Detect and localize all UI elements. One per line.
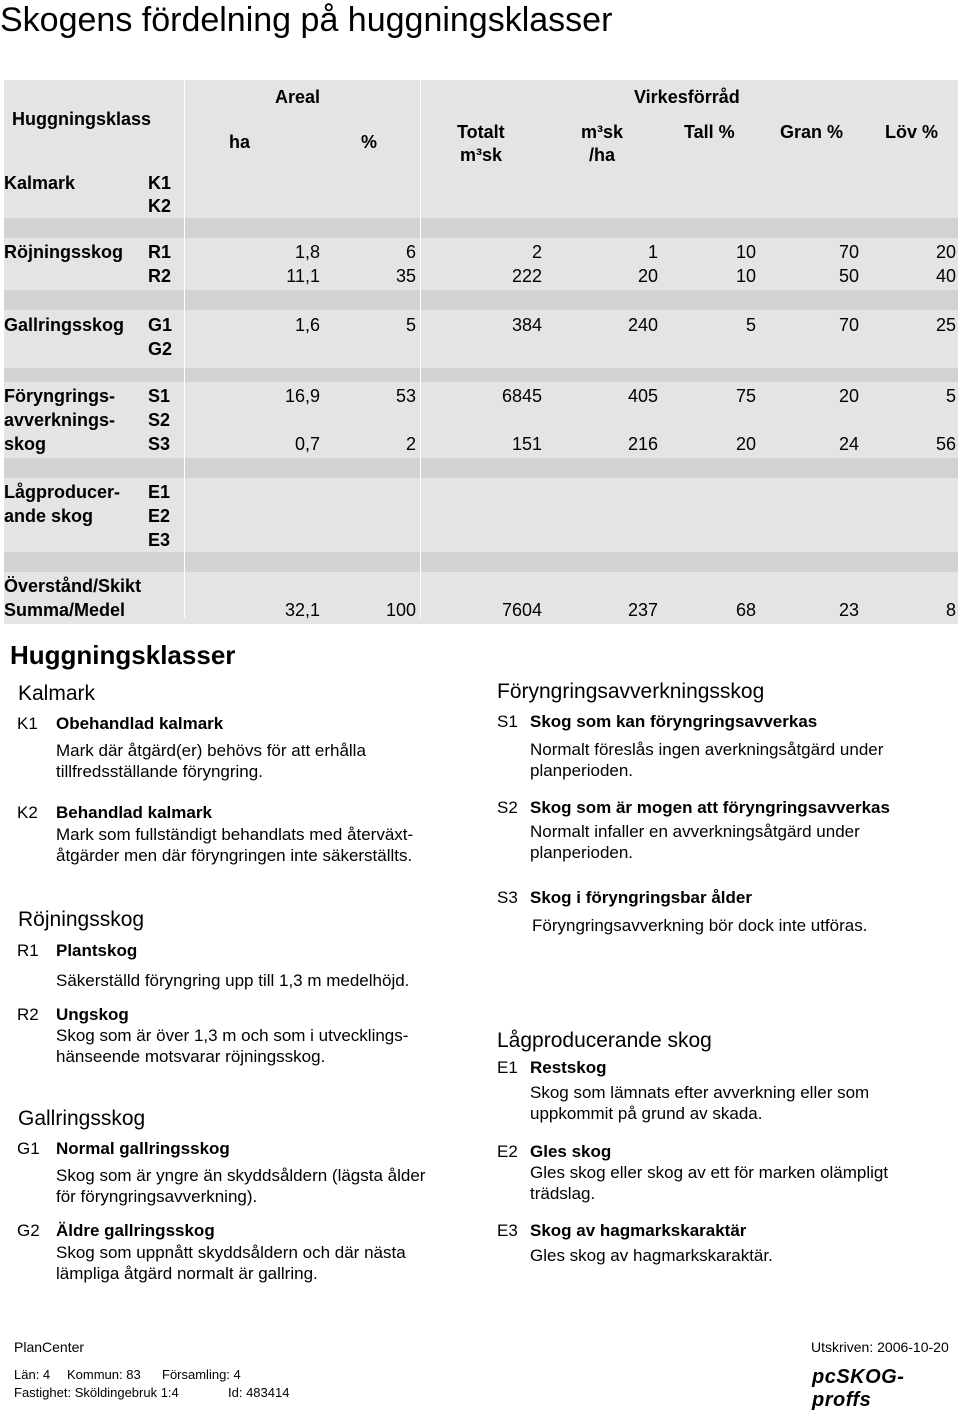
- cell-code: R2: [148, 266, 172, 286]
- title-r1: Plantskog: [56, 941, 138, 960]
- rojning-heading: Röjningsskog: [18, 908, 145, 931]
- title-e2: Gles skog: [530, 1142, 612, 1161]
- code-g1: G1: [17, 1139, 40, 1158]
- cell-ha: 32,1: [284, 600, 320, 620]
- desc-g1-line1: Skog som är yngre än skyddsåldern (lägsta ålder: [56, 1166, 426, 1185]
- desc-e2-line1: Gles skog eller skog av ett för marken olämpligt: [530, 1163, 889, 1182]
- desc-r2-line2: hänseende motsvarar röjningsskog.: [56, 1047, 326, 1066]
- code-g2: G2: [17, 1221, 40, 1240]
- cell-m3ha: 216: [627, 434, 658, 454]
- cell-group: Summa/Medel: [4, 600, 126, 620]
- title-g1: Normal gallringsskog: [56, 1139, 230, 1158]
- gallring-heading: Gallringsskog: [18, 1107, 146, 1130]
- cell-pct: 35: [395, 266, 416, 286]
- cell-group: Gallringsskog: [4, 315, 125, 335]
- code-e2: E2: [497, 1142, 518, 1161]
- footer-forsamling: Församling: 4: [162, 1367, 241, 1382]
- cell-tall: 75: [735, 386, 756, 406]
- cell-pct: 2: [405, 434, 416, 454]
- cell-tot: 7604: [501, 600, 542, 620]
- desc-r2-line1: Skog som är över 1,3 m och som i utvecklings-: [56, 1026, 409, 1045]
- cell-group: Lågproducer-: [4, 482, 121, 502]
- cell-lov: 56: [935, 434, 956, 454]
- desc-k1-line1: Mark där åtgärd(er) behövs för att erhålla: [56, 741, 366, 760]
- page-title: Skogens fördelning på huggningsklasser: [0, 1, 613, 39]
- code-s2: S2: [497, 798, 518, 817]
- cell-pct: 100: [385, 600, 416, 620]
- cell-group: Röjningsskog: [4, 242, 124, 262]
- cell-gran: 70: [838, 242, 859, 262]
- cell-m3ha: 240: [627, 315, 658, 335]
- cell-m3ha: 405: [627, 386, 658, 406]
- cell-tot: 222: [511, 266, 542, 286]
- title-e1: Restskog: [530, 1058, 607, 1077]
- cell-tall: 20: [735, 434, 756, 454]
- lagprod-heading: Lågproducerande skog: [497, 1029, 712, 1052]
- cell-gran: 24: [838, 434, 859, 454]
- desc-e3-line1: Gles skog av hagmarkskaraktär.: [530, 1246, 773, 1265]
- spacer-band: [4, 458, 958, 478]
- header-m3ha: m³sk: [581, 122, 624, 142]
- header-pct: %: [361, 132, 378, 152]
- header-lov: Löv %: [885, 122, 939, 142]
- cell-code: S1: [148, 386, 171, 406]
- desc-s3-line1: Föryngringsavverkning bör dock inte utföras.: [532, 916, 868, 935]
- desc-k1-line2: tillfredsställande föryngring.: [56, 762, 263, 781]
- cell-lov: 5: [945, 386, 956, 406]
- brand-logo: pcSKOG-proffs: [812, 1366, 905, 1411]
- cell-group: Föryngrings-: [4, 386, 115, 406]
- cell-code: E1: [148, 482, 171, 502]
- cell-gran: 23: [838, 600, 859, 620]
- desc-s2-line1: Normalt infaller en avverkningsåtgärd under: [530, 822, 860, 841]
- footer-fastighet: Fastighet: Sköldingebruk 1:4: [14, 1385, 179, 1400]
- cell-pct: 5: [405, 315, 416, 335]
- desc-g2-line2: lämpliga åtgärd normalt är gallring.: [56, 1264, 318, 1283]
- cell-code: K1: [148, 173, 172, 193]
- cell-group: ande skog: [4, 506, 94, 526]
- footer-printed-date: Utskriven: 2006-10-20: [811, 1339, 949, 1355]
- title-e3: Skog av hagmarkskaraktär: [530, 1221, 747, 1240]
- cell-ha: 1,6: [294, 315, 320, 335]
- cell-ha: 11,1: [286, 266, 320, 286]
- desc-k2-line1: Mark som fullständigt behandlats med återväxt-: [56, 825, 414, 844]
- header-ha: ha: [229, 132, 251, 152]
- header-totalt-unit: m³sk: [460, 145, 503, 165]
- legend-heading: Huggningsklasser: [10, 640, 236, 670]
- desc-k2-line2: åtgärder men där föryngringen inte säkerställts.: [56, 846, 413, 865]
- desc-s1-line1: Normalt föreslås ingen averkningsåtgärd under: [530, 740, 884, 759]
- header-totalt: Totalt: [457, 122, 505, 142]
- footer-id: Id: 483414: [228, 1385, 290, 1400]
- desc-s1-line2: planperioden.: [530, 761, 634, 780]
- desc-e1-line2: uppkommit på grund av skada.: [530, 1104, 763, 1123]
- cell-code: S3: [148, 434, 171, 454]
- code-r2: R2: [17, 1005, 39, 1024]
- cell-code: K2: [148, 196, 172, 216]
- foryngring-heading: Föryngringsavverkningsskog: [497, 680, 765, 703]
- header-areal: Areal: [275, 87, 321, 107]
- desc-g2-line1: Skog som uppnått skyddsåldern och där nästa: [56, 1243, 406, 1262]
- cell-ha: 16,9: [284, 386, 320, 406]
- title-r2: Ungskog: [56, 1005, 129, 1024]
- cell-code: R1: [148, 242, 172, 262]
- cell-tall: 5: [745, 315, 756, 335]
- kalmark-heading: Kalmark: [18, 682, 96, 705]
- cell-pct: 53: [395, 386, 416, 406]
- header-virkesforrad: Virkesförråd: [634, 87, 740, 107]
- cell-lov: 25: [935, 315, 956, 335]
- cell-gran: 50: [838, 266, 859, 286]
- cell-code: S2: [148, 410, 171, 430]
- cell-tot: 151: [511, 434, 542, 454]
- header-tall: Tall %: [684, 122, 735, 142]
- cell-gran: 20: [838, 386, 859, 406]
- code-s3: S3: [497, 888, 518, 907]
- cell-group: avverknings-: [4, 410, 116, 430]
- footer-kommun: Kommun: 83: [67, 1367, 141, 1382]
- spacer-band: [4, 218, 958, 238]
- code-k2: K2: [17, 803, 38, 822]
- cell-tall: 68: [735, 600, 756, 620]
- title-k2: Behandlad kalmark: [56, 803, 212, 822]
- code-s1: S1: [497, 712, 518, 731]
- cell-m3ha: 237: [627, 600, 658, 620]
- cell-lov: 40: [935, 266, 956, 286]
- column-separator: [184, 80, 185, 618]
- cell-lov: 20: [935, 242, 956, 262]
- code-k1: K1: [17, 714, 38, 733]
- desc-e1-line1: Skog som lämnats efter avverkning eller som: [530, 1083, 870, 1102]
- cell-gran: 70: [838, 315, 859, 335]
- cell-code: G2: [148, 339, 173, 359]
- cell-ha: 0,7: [294, 434, 320, 454]
- title-s3: Skog i föryngringsbar ålder: [530, 888, 752, 907]
- cell-group: skog: [4, 434, 47, 454]
- cell-code: E3: [148, 530, 171, 550]
- footer-lan: Län: 4: [14, 1367, 51, 1382]
- cell-tall: 10: [735, 266, 756, 286]
- title-s2: Skog som är mogen att föryngringsavverkas: [530, 798, 890, 817]
- title-s1: Skog som kan föryngringsavverkas: [530, 712, 818, 731]
- header-huggningsklass: Huggningsklass: [12, 109, 152, 129]
- spacer-band: [4, 368, 958, 382]
- desc-s2-line2: planperioden.: [530, 843, 634, 862]
- title-g2: Äldre gallringsskog: [56, 1221, 215, 1240]
- cell-m3ha: 20: [637, 266, 658, 286]
- code-r1: R1: [17, 941, 39, 960]
- code-e3: E3: [497, 1221, 518, 1240]
- cell-ha: 1,8: [294, 242, 320, 262]
- cell-group: Kalmark: [4, 173, 76, 193]
- footer-app-name: PlanCenter: [14, 1339, 85, 1355]
- desc-e2-line2: trädslag.: [530, 1184, 596, 1203]
- spacer-band: [4, 290, 958, 310]
- title-k1: Obehandlad kalmark: [56, 714, 224, 733]
- cell-code: E2: [148, 506, 171, 526]
- cell-pct: 6: [405, 242, 416, 262]
- cell-tot: 384: [511, 315, 542, 335]
- cell-lov: 8: [945, 600, 956, 620]
- spacer-band: [4, 552, 958, 572]
- cell-tot: 2: [531, 242, 542, 262]
- cell-m3ha: 1: [647, 242, 658, 262]
- code-e1: E1: [497, 1058, 518, 1077]
- cell-group: Överstånd/Skikt: [4, 576, 142, 596]
- column-separator: [420, 80, 421, 618]
- cell-tall: 10: [735, 242, 756, 262]
- desc-g1-line2: för föryngringsavverkning).: [56, 1187, 258, 1206]
- header-m3ha-unit: /ha: [589, 145, 616, 165]
- header-gran: Gran %: [780, 122, 844, 142]
- cell-tot: 6845: [501, 386, 542, 406]
- desc-r1-line1: Säkerställd föryngring upp till 1,3 m medelhöjd.: [56, 971, 410, 990]
- cell-code: G1: [148, 315, 173, 335]
